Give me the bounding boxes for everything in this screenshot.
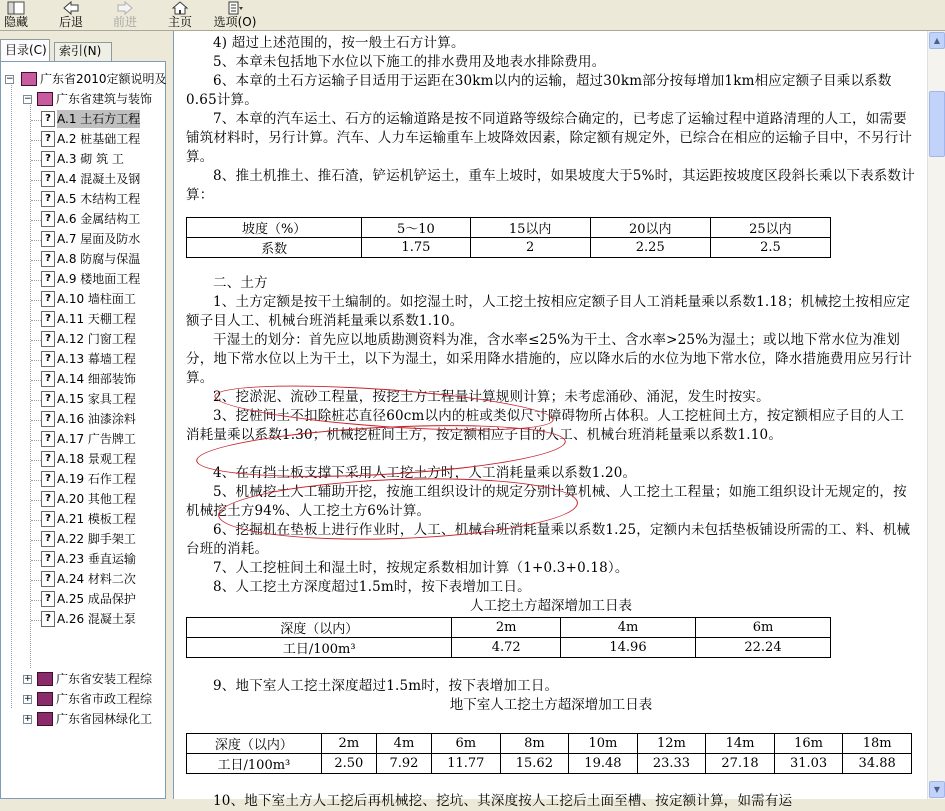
table-header-cell: 15以内 [470, 218, 590, 238]
table-header-cell: 25以内 [710, 218, 830, 238]
paragraph: 1、土方定额是按干土编制的。如挖湿土时，人工挖土按相应定额子目人工消耗量乘以系数1.18；机械挖土按相应定额子目人工、机械台班消耗量乘以系数1.10。 [186, 294, 911, 329]
table-cell: 1.75 [362, 238, 470, 258]
tree-item-label: A.15 家具工程 [57, 392, 136, 406]
tree-item-label: A.18 景观工程 [57, 452, 136, 466]
table-header-cell: 12m [637, 734, 706, 754]
paragraph: 10、地下室土方人工挖后再机械挖、挖坑、其深度按人工挖后土面至槽、按定额计算，如需有运 [213, 793, 793, 809]
help-page-icon: ? [41, 371, 55, 387]
slope-coefficient-table [186, 217, 831, 258]
tree-item[interactable] [41, 150, 124, 170]
open-book-icon [37, 92, 53, 106]
tree-item[interactable] [41, 490, 136, 510]
tree-item-label: A.12 门窗工程 [57, 332, 136, 346]
paragraph: 4) 超过上述范围的，按一般土石方计算。 [213, 35, 465, 51]
tree-item[interactable] [41, 410, 136, 430]
table-caption: 人工挖土方超深增加工日表 [470, 598, 632, 614]
help-page-icon: ? [41, 231, 55, 247]
scroll-down-icon[interactable]: ▼ [929, 781, 945, 798]
back-arrow-icon [62, 1, 80, 15]
table-header-cell: 10m [569, 734, 638, 754]
collapse-icon[interactable]: − [6, 74, 14, 84]
collapse-icon[interactable]: − [24, 94, 32, 104]
tree-item[interactable] [41, 310, 136, 330]
help-page-icon: ? [41, 591, 55, 607]
tree-item[interactable] [41, 270, 140, 290]
section-heading: 二、土方 [213, 275, 268, 291]
table-cell: 2.5 [710, 238, 830, 258]
contents-tree [0, 61, 166, 799]
help-page-icon: ? [41, 311, 55, 327]
help-page-icon: ? [41, 551, 55, 567]
tree-item-label: A.9 楼地面工程 [57, 272, 141, 286]
help-page-icon: ? [41, 491, 55, 507]
table-header-cell: 5～10 [362, 218, 470, 238]
table-cell: 15.62 [500, 754, 569, 774]
table-cell: 工日/100m³ [187, 638, 452, 658]
tree-item-label: A.14 细部装饰 [57, 372, 136, 386]
table-cell: 7.92 [376, 754, 431, 774]
nav-tabs [0, 39, 168, 61]
paragraph: 6、挖掘机在垫板上进行作业时，人工、机械台班消耗量乘以系数1.25，定额内未包括垫板铺设所需的工、料、机械台班的消耗。 [186, 522, 911, 557]
tree-item-label: A.8 防腐与保温 [57, 252, 141, 266]
home-label: 主页 [167, 15, 192, 29]
tree-item[interactable] [41, 530, 136, 550]
table-cell: 工日/100m³ [187, 754, 322, 774]
table-header-cell: 8m [500, 734, 569, 754]
tree-item-label: A.17 广告牌工 [57, 432, 136, 446]
tree-item-label: A.13 幕墙工程 [57, 352, 136, 366]
table-cell: 31.03 [774, 754, 843, 774]
table-cell: 2.50 [321, 754, 376, 774]
paragraph: 8、人工挖土方深度超过1.5m时，按下表增加工日。 [213, 579, 531, 595]
help-page-icon: ? [41, 391, 55, 407]
help-page-icon: ? [41, 471, 55, 487]
tree-item-label: A.22 脚手架工 [57, 532, 136, 546]
table-cell: 27.18 [706, 754, 775, 774]
tree-item-label: A.5 木结构工程 [57, 192, 141, 206]
table-header-cell: 深度（以内） [187, 734, 322, 754]
vertical-scrollbar[interactable] [927, 31, 945, 799]
tree-item[interactable] [41, 170, 140, 190]
help-page-icon: ? [41, 431, 55, 447]
table-header-cell: 16m [774, 734, 843, 754]
tree-item[interactable] [41, 230, 140, 250]
help-page-icon: ? [41, 271, 55, 287]
tree-item[interactable] [41, 610, 136, 630]
tree-item-label: A.24 材料二次 [57, 572, 136, 586]
paragraph: 6、本章的土石方运输子目适用于运距在30km以内的运输，超过30km部分按每增加1km相应定额子目乘以系数0.65计算。 [186, 73, 892, 108]
tree-item[interactable] [41, 450, 136, 470]
tree-item[interactable] [41, 130, 140, 150]
paragraph: 8、推土机推土、推石渣，铲运机铲运土，重车上坡时，如果坡度大于5%时，其运距按坡度区段斜长乘以下表系数计算： [186, 168, 915, 203]
paragraph: 4、在有挡土板支撑下采用人工挖土方时，人工消耗量乘以系数1.20。 [213, 465, 637, 481]
help-page-icon: ? [41, 411, 55, 427]
tree-item-label: A.23 垂直运输 [57, 552, 136, 566]
table-header-cell: 2m [321, 734, 376, 754]
tree-item[interactable] [41, 470, 136, 490]
hide-icon [7, 1, 25, 15]
tree-item-label: A.21 模板工程 [57, 512, 136, 526]
options-icon [226, 1, 244, 15]
tree-item-label: A.4 混凝土及钢 [57, 172, 141, 186]
table-header-cell: 深度（以内） [187, 618, 452, 638]
tree-item[interactable] [41, 250, 140, 270]
table-header-cell: 6m [432, 734, 501, 754]
expand-icon[interactable]: + [24, 674, 32, 684]
scroll-up-icon[interactable]: ▲ [929, 32, 945, 49]
tree-item[interactable] [41, 110, 140, 130]
scroll-thumb[interactable] [929, 91, 945, 157]
tree-item-label: A.6 金属结构工 [57, 212, 141, 226]
help-page-icon: ? [41, 331, 55, 347]
topic-content [173, 31, 927, 809]
table-cell: 2.25 [590, 238, 710, 258]
tree-item[interactable] [41, 430, 136, 450]
paragraph: 9、地下室人工挖土深度超过1.5m时，按下表增加工日。 [213, 678, 559, 694]
paragraph: 5、机械挖土人工辅助开挖，按施工组织设计的规定分别计算机械、人工挖土工程量；如施工组织设计无规定的，按机械挖土方94%、人工挖土方6%计算。 [186, 484, 907, 519]
back-button[interactable] [57, 0, 85, 30]
home-button[interactable] [166, 0, 194, 30]
depth-workday-table [186, 617, 831, 658]
tree-item-label: A.25 成品保护 [57, 592, 136, 606]
table-cell: 11.77 [432, 754, 501, 774]
table-header-cell: 4m [376, 734, 431, 754]
tree-item[interactable] [41, 510, 136, 530]
paragraph: 2、挖淤泥、流砂工程量，按挖土方工程量计算规则计算；未考虑涌砂、涌泥，发生时按实。 [213, 389, 770, 405]
table-caption: 地下室人工挖土方超深增加工日表 [449, 697, 653, 713]
tree-item[interactable] [41, 190, 140, 210]
help-page-icon: ? [41, 511, 55, 527]
options-label: 选项(O) [213, 15, 257, 29]
tab-contents[interactable]: 目录(C) [0, 39, 50, 61]
tree-item[interactable] [41, 590, 136, 610]
toolbar [0, 0, 945, 30]
basement-workday-table [186, 733, 912, 774]
help-page-icon: ? [41, 151, 55, 167]
help-page-icon: ? [41, 131, 55, 147]
tree-item-label: A.1 土石方工程 [57, 112, 141, 126]
table-cell: 系数 [187, 238, 362, 258]
table-header-cell: 20以内 [590, 218, 710, 238]
table-header-cell: 2m [452, 618, 561, 638]
back-label: 后退 [58, 15, 83, 29]
help-page-icon: ? [41, 531, 55, 547]
tree-item[interactable] [41, 570, 136, 590]
tree-item-label: A.20 其他工程 [57, 492, 136, 506]
tree-item[interactable] [41, 210, 140, 230]
table-cell: 2 [470, 238, 590, 258]
open-book-icon [21, 72, 37, 86]
help-page-icon: ? [41, 111, 55, 127]
forward-button[interactable] [111, 0, 139, 30]
help-page-icon: ? [41, 451, 55, 467]
tree-item-label: A.16 油漆涂料 [57, 412, 136, 426]
tree-item-label: A.10 墙柱面工 [57, 292, 136, 306]
tree-item-label: A.19 石作工程 [57, 472, 136, 486]
options-button[interactable] [211, 0, 259, 30]
navigation-pane [0, 31, 168, 799]
tree-root-label: 广东省2010定额说明及 [40, 72, 167, 86]
table-header-cell: 4m [561, 618, 696, 638]
expand-icon[interactable]: + [24, 694, 32, 704]
table-header-cell: 18m [843, 734, 912, 754]
paragraph: 3、挖桩间土不扣除桩芯直径60cm以内的桩或类似尺寸障碍物所占体积。人工挖桩间土方，按定额相应子目的人工消耗量乘以系数1.30；机械挖桩间土方，按定额相应子目的人工、机械台班消耗量乘以系数1.10。 [186, 408, 905, 443]
tree-item-label: A.11 天棚工程 [57, 312, 136, 326]
help-page-icon: ? [41, 351, 55, 367]
book-icon [37, 712, 53, 726]
hide-button[interactable] [2, 0, 30, 30]
tab-index[interactable]: 索引(N) [54, 42, 112, 61]
tree-book-label: 广东省安装工程综 [56, 672, 153, 686]
help-page-icon: ? [41, 571, 55, 587]
tree-item-label: A.3 砌 筑 工 [57, 152, 124, 166]
forward-arrow-icon [116, 1, 134, 15]
help-page-icon: ? [41, 171, 55, 187]
table-header-cell: 6m [695, 618, 830, 638]
table-cell: 19.48 [569, 754, 638, 774]
paragraph: 干湿土的划分：首先应以地质勘测资料为准，含水率≤25%为干土、含水率>25%为湿土；或以地下常水位为准划分，地下常水位以上为干土，以下为湿土，如采用降水措施的，应以降水后的水位为地下常水位，降水措施费用应另行计算。 [186, 332, 913, 386]
paragraph: 5、本章未包括地下水位以下施工的排水费用及地表水排除费用。 [213, 54, 606, 70]
help-page-icon: ? [41, 251, 55, 267]
tree-book-label: 广东省园林绿化工 [56, 712, 153, 726]
tree-item[interactable] [41, 370, 136, 390]
table-cell: 22.24 [695, 638, 830, 658]
expand-icon[interactable]: + [24, 714, 32, 724]
tree-item[interactable] [41, 550, 136, 570]
paragraph: 7、人工挖桩间土和湿土时，按规定系数相加计算（1+0.3+0.18）。 [213, 560, 629, 576]
home-icon [171, 1, 189, 15]
table-cell: 14.96 [561, 638, 696, 658]
tree-item-label: A.7 屋面及防水 [57, 232, 141, 246]
tree-book-label: 广东省市政工程综 [56, 692, 153, 706]
table-header-cell: 坡度（%） [187, 218, 362, 238]
help-page-icon: ? [41, 211, 55, 227]
help-page-icon: ? [41, 291, 55, 307]
table-header-cell: 14m [706, 734, 775, 754]
tree-sub-label: 广东省建筑与装饰 [56, 92, 153, 106]
help-page-icon: ? [41, 611, 55, 627]
tree-item[interactable] [41, 290, 136, 310]
table-cell: 23.33 [637, 754, 706, 774]
tree-item[interactable] [41, 330, 136, 350]
table-cell: 4.72 [452, 638, 561, 658]
paragraph: 7、本章的汽车运土、石方的运输道路是按不同道路等级综合确定的，已考虑了运输过程中道路清理的人工，如需要铺筑材料时，另行计算。汽车、人力车运输重车上坡降效因素，除定额有规定外，已综合在相应的运输子目中，不另行计算。 [186, 111, 913, 165]
forward-label: 前进 [112, 15, 137, 29]
hide-label: 隐藏 [3, 15, 28, 29]
help-page-icon: ? [41, 191, 55, 207]
book-icon [37, 672, 53, 686]
tree-item-label: A.26 混凝土泵 [57, 612, 136, 626]
table-cell: 34.88 [843, 754, 912, 774]
tree-item-label: A.2 桩基础工程 [57, 132, 141, 146]
book-icon [37, 692, 53, 706]
tree-item[interactable] [41, 350, 136, 370]
tree-item[interactable] [41, 390, 136, 410]
